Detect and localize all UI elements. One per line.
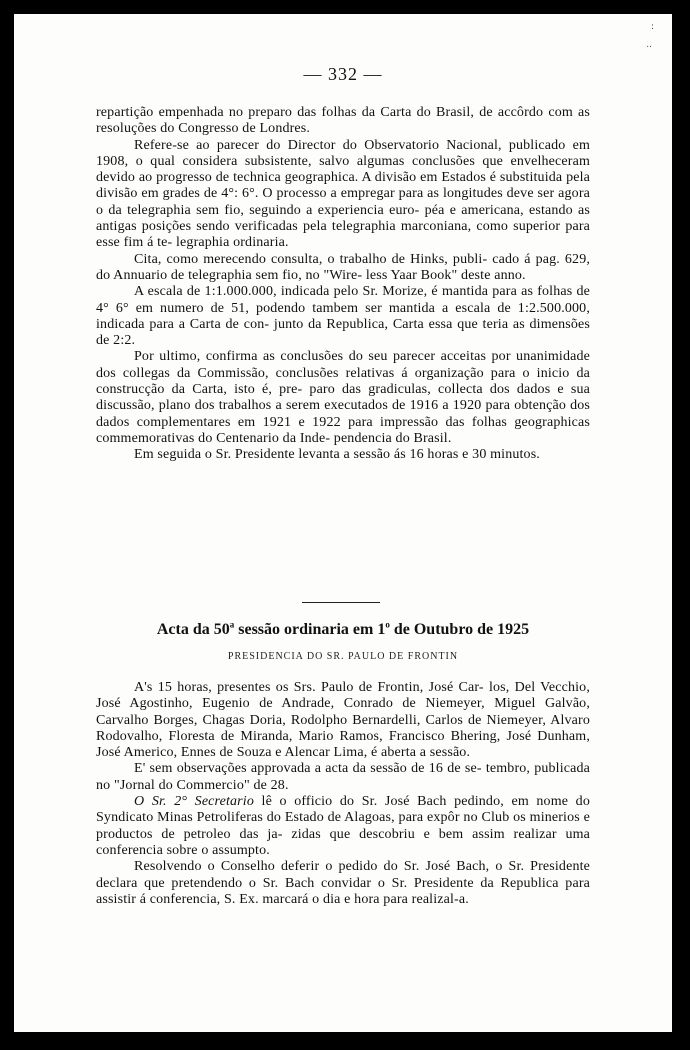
text-line: junto da Republica, Carta essa que teria as dimensões de 2:2. xyxy=(96,316,590,349)
heading-part: Acta da 50 xyxy=(156,621,230,638)
section-divider xyxy=(302,602,380,603)
text-line: Refere-se ao parecer do Director do Observatorio Nacional, xyxy=(134,137,502,153)
text-line: repartição empenhada no preparo das folhas da Carta do Brasil, xyxy=(96,105,475,120)
text-line: o Sr. Presidente declara que pretendendo o Sr. Bach convidar o xyxy=(96,859,590,891)
text-line: aberta a sessão. xyxy=(381,745,471,761)
text-line: publicado em 1908, o qual considera subsistente, salvo algumas xyxy=(96,137,590,169)
text-line: dos trabalhos a serem executados de 1916 a 1920 para obtenção xyxy=(194,398,566,414)
paragraph xyxy=(96,761,590,794)
text-line: geographica. A divisão em Estados é substituida pela divisão em xyxy=(96,170,590,202)
section-heading xyxy=(96,621,590,639)
text-line: para expôr no Club os minerios e productos de petroleo das ja- xyxy=(96,810,590,842)
text-line: grades de 4°: 6°. O processo a empregar para as longitudes deve xyxy=(162,186,534,202)
paragraph xyxy=(96,680,590,761)
text-line: péa e americana, estando as antigas posições sendo verificadas xyxy=(96,202,590,235)
text-line: paro das gradiculas, collecta dos dados e sua discussão, plano xyxy=(96,382,590,414)
heading-superscript: o xyxy=(385,619,390,630)
text-line: los, Del Vecchio, José Agostinho, Eugenio de Andrade, Conrado xyxy=(96,680,590,712)
heading-part: de Outubro de 1925 xyxy=(389,621,530,638)
text-line: Dunham, José Americo, Ennes de Souza e Alencar Lima, é xyxy=(96,728,590,761)
text-line: cado á pag. 629, do Annuario de telegraphia sem fio, no "Wire- xyxy=(96,251,590,283)
text-line: pela telegraphia marconiana, como superior para esse fim á te- xyxy=(96,219,591,251)
paragraph xyxy=(96,252,590,285)
text-line: Sr. Presidente da Republica para assistir á conferencia, S. Ex. xyxy=(96,875,590,907)
text-line: E' sem observações approvada a acta da sessão de 16 de se- xyxy=(134,761,482,777)
minutes-body xyxy=(96,680,590,908)
text-line: em nome do Syndicato Minas Petroliferas do Estado de Alagoas, xyxy=(96,794,590,826)
text-line: legraphia ordinaria. xyxy=(176,235,289,251)
text-line: Por ultimo, confirma as conclusões do seu parecer acceitas xyxy=(134,349,487,365)
text-line: por unanimidade dos collegas da Commissão, conclusões relativas xyxy=(96,349,591,381)
text-line: marcará o dia e hora para realizal-a. xyxy=(262,891,469,907)
text-line: Rodolpho Bernardelli, Carlos de Niemeyer, Alvaro Rodovalho, xyxy=(96,712,590,744)
text-line: de Niemeyer, Miguel Galvão, Carvalho Borges, Chagas Doria, xyxy=(96,696,590,728)
text-line: mantida a escala de 1:2.500.000, indicada para a Carta de con- xyxy=(96,300,590,332)
paragraph xyxy=(96,105,590,138)
presidency-line: PRESIDENCIA DO SR. PAULO DE FRONTIN xyxy=(227,651,459,662)
text-line: ser agora o da telegraphia sem fio, seguindo a experiencia euro- xyxy=(96,186,591,218)
text-line: 30 minutos. xyxy=(472,447,540,463)
text-line: tembro, publicada no "Jornal do Commercio" de 28. xyxy=(96,761,590,793)
paragraph xyxy=(96,138,590,252)
text-line: para as folhas de 4° 6° em numero de 51, podendo tambem ser xyxy=(96,284,591,316)
text-line: dos dados complementares em 1921 e 1922 para impressão das xyxy=(96,398,591,430)
heading-superscript: a xyxy=(229,619,235,630)
paragraph xyxy=(96,447,590,463)
paragraph xyxy=(96,349,590,447)
scan-speck: : xyxy=(650,22,654,32)
text-line: less Yaar Book" deste anno. xyxy=(365,267,526,283)
text-line: Em seguida o Sr. Presidente levanta a sessão ás 16 horas e xyxy=(134,447,469,463)
text-line: folhas geographicas commemorativas do Centenario da Inde- xyxy=(96,414,590,446)
text-line: lê o officio do Sr. José Bach pedindo, xyxy=(253,794,504,810)
paragraph xyxy=(96,794,590,859)
text-line: zidas que descobriu e bem assim realizar uma conferencia sobre xyxy=(96,826,591,858)
paragraph xyxy=(96,859,590,908)
minutes-continuation xyxy=(96,105,590,464)
text-line: o assumpto. xyxy=(201,842,270,858)
speaker-title: O Sr. 2° Secretario xyxy=(134,794,254,810)
text-line: Resolvendo o Conselho deferir o pedido do Sr. José Bach, xyxy=(134,859,490,875)
document-page xyxy=(14,14,672,1032)
text-line: A escala de 1:1.000.000, indicada pelo Sr. Morize, é mantida xyxy=(134,284,489,300)
heading-part: sessão ordinaria em 1 xyxy=(234,621,386,638)
text-line: conclusões que envelheceram devido ao progresso de technica xyxy=(96,153,590,186)
scan-speck: .. xyxy=(646,40,652,50)
text-line: de accôrdo com as resoluções do Congresso de Londres. xyxy=(96,105,590,137)
text-line: Cita, como merecendo consulta, o trabalho de Hinks, publi- xyxy=(134,251,488,267)
text-line: pendencia do Brasil. xyxy=(333,430,452,446)
page-number: — 332 — xyxy=(303,64,383,84)
text-line: A's 15 horas, presentes os Srs. Paulo de Frontin, José Car- xyxy=(134,680,484,695)
paragraph xyxy=(96,284,590,349)
text-line: á organização para o inicio da construcção da Carta, isto é, pre- xyxy=(96,365,590,398)
text-line: Floresta de Miranda, Mario Ramos, Francisco Bhering, José xyxy=(168,728,532,744)
